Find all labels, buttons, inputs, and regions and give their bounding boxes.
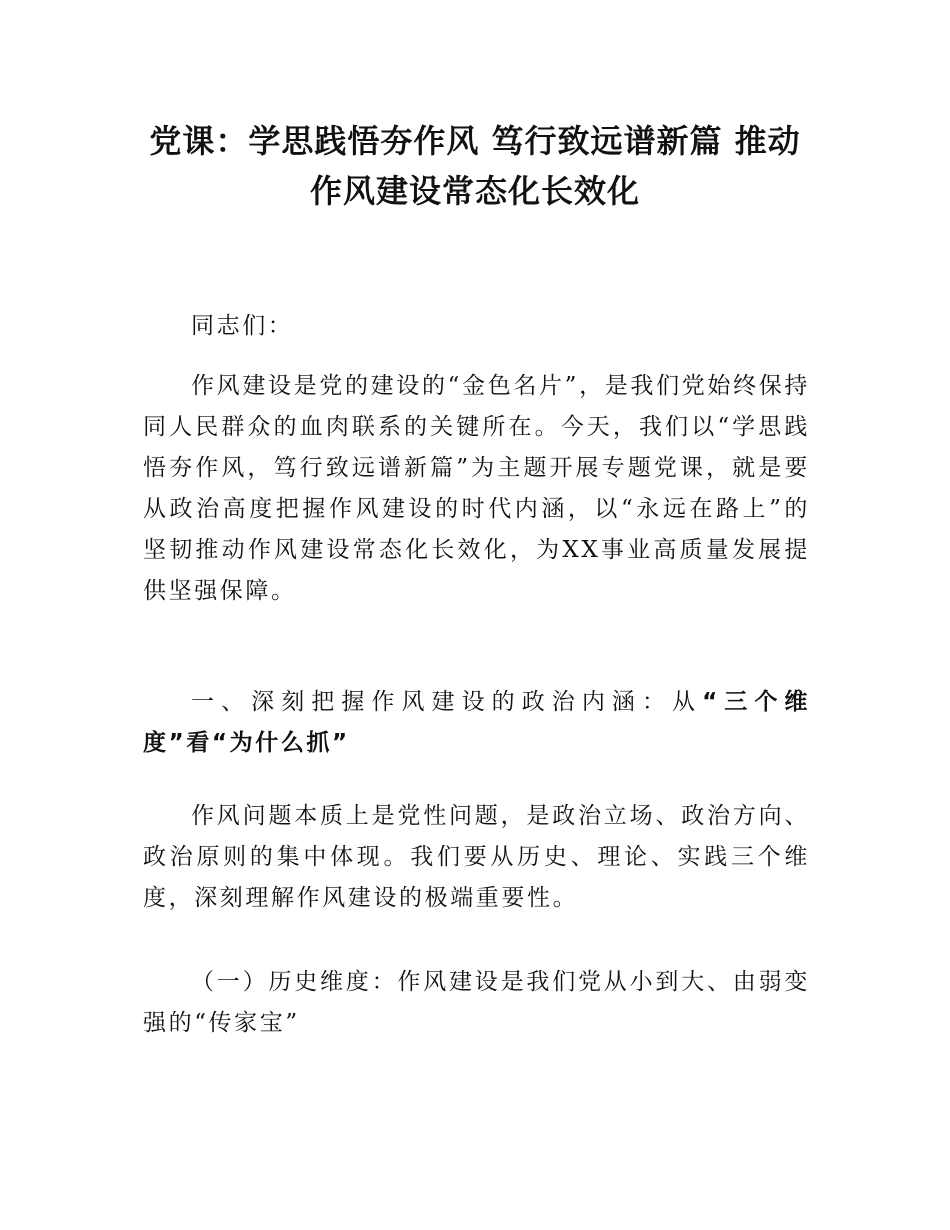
- section-1-heading-prefix: 一、深刻把握作风建设的政治内涵：从: [191, 689, 703, 715]
- subsection-1-heading: （一）历史维度：作风建设是我们党从小到大、由弱变强的“传家宝”: [143, 969, 810, 1036]
- section-1-heading-emphasis: “三个维度”看“为什么抓”: [143, 689, 810, 756]
- section-1-heading: [143, 682, 810, 764]
- intro-paragraph: 作风建设是党的建设的“金色名片”，是我们党始终保持同人民群众的血肉联系的关键所在。今天，我们以“学思践悟夯作风，笃行致远谱新篇”为主题开展专题党课，就是要从政治高度把握作风建设的时代内涵，以“永远在路上”的坚韧推动作风建设常态化长效化，为XX事业高质量发展提供坚强保障。: [143, 373, 810, 604]
- document-title: 党课：学思践悟夯作风 笃行致远谱新篇 推动作风建设常态化长效化: [149, 122, 801, 210]
- section-1-paragraph: 作风问题本质上是党性问题，是政治立场、政治方向、政治原则的集中体现。我们要从历史、理论、实践三个维度，深刻理解作风建设的极端重要性。: [143, 803, 810, 911]
- greeting: 同志们：: [191, 313, 294, 339]
